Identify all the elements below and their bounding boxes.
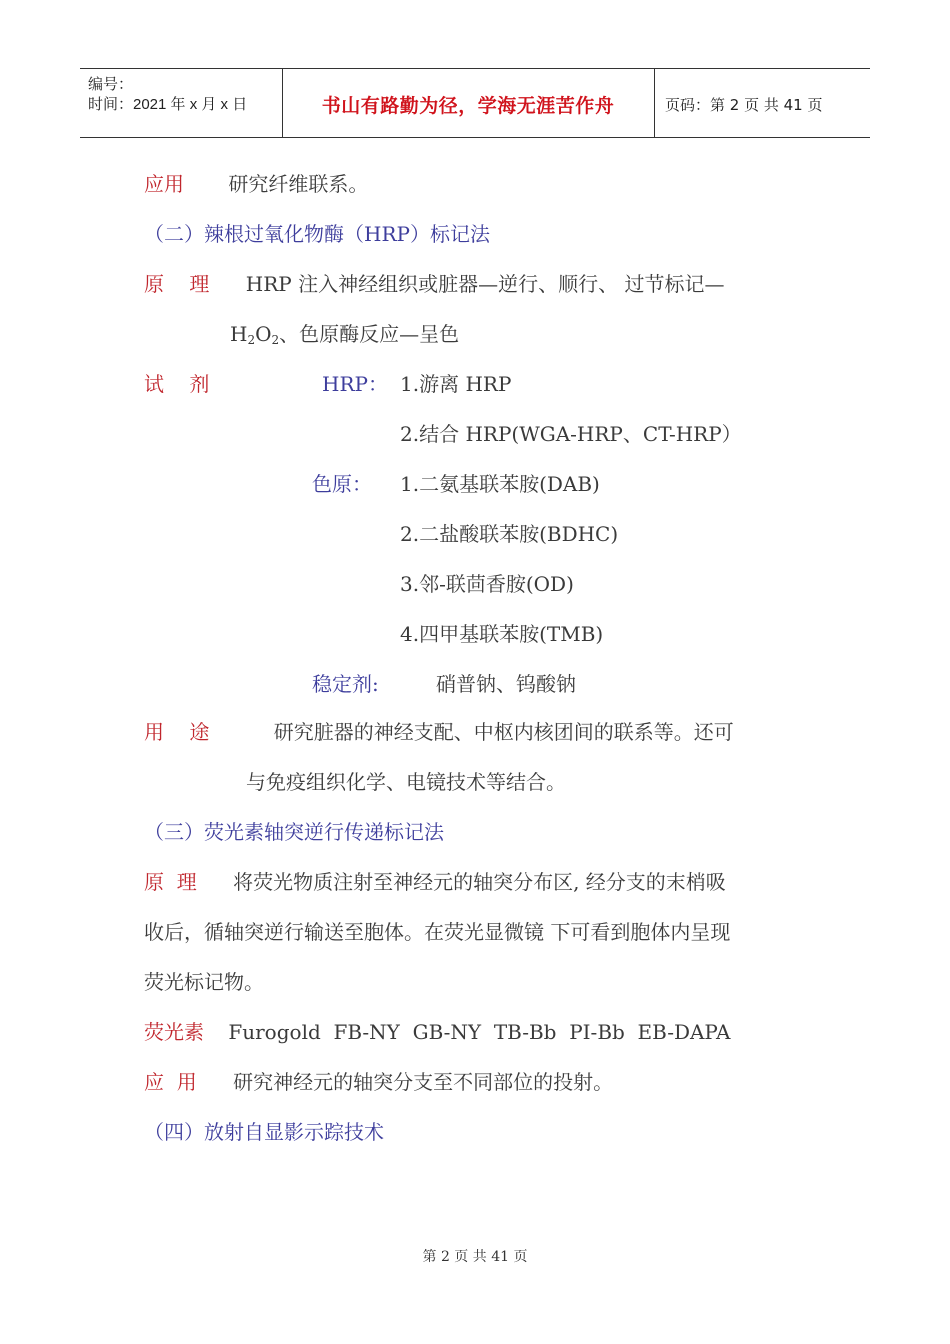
formula-sub-2a: 2 xyxy=(247,333,256,347)
usage-line xyxy=(144,720,734,744)
section-2-title: （二）辣根过氧化物酶（HRP）标记法 xyxy=(144,222,490,246)
section-3-principle-text-2: 收后，循轴突逆行输送至胞体。在荧光显微镜 下可看到胞体内呈现 xyxy=(144,920,731,944)
section-2-principle-continuation xyxy=(230,322,459,352)
section-3-principle-line xyxy=(144,870,726,894)
usage-text-1: 研究脏器的神经支配、中枢内核团间的联系等。还可 xyxy=(273,720,734,744)
usage-text-2: 与免疫组织化学、电镜技术等结合。 xyxy=(246,770,566,794)
header-motto-cell xyxy=(282,69,655,137)
formula-rest: 、色原酶反应—呈色 xyxy=(279,322,460,346)
formula-sub-2b: 2 xyxy=(271,333,280,347)
header-motto: 书山有路勤为径，学海无涯苦作舟 xyxy=(321,95,615,117)
hrp-item-1: 1.游离 HRP xyxy=(400,372,512,396)
chromogen-label: 色原： xyxy=(312,472,372,496)
section-3-application-label: 应 用 xyxy=(144,1070,197,1094)
header-page-code: 页码：第 2 页 共 41 页 xyxy=(665,96,823,114)
doc-number-label: 编号： xyxy=(88,76,134,93)
stabilizer-label: 稳定剂: xyxy=(312,672,379,696)
section-3-application-line xyxy=(144,1070,613,1094)
formula-h: H xyxy=(230,322,248,346)
section-2-principle-text: HRP 注入神经组织或脏器—逆行、顺行、 过节标记— xyxy=(245,272,725,296)
section-4-title: （四）放射自显影示踪技术 xyxy=(144,1120,384,1144)
chromogen-item-3: 3.邻-联茴香胺(OD) xyxy=(400,572,574,596)
usage-label: 用 途 xyxy=(144,720,210,744)
section-2-principle-label: 原 理 xyxy=(144,272,210,296)
fluorescein-list: Furogold FB-NY GB-NY TB-Bb PI-Bb EB-DAPA xyxy=(228,1020,731,1044)
application-label: 应用 xyxy=(144,172,184,196)
header-page-cell xyxy=(655,69,870,137)
application-text: 研究纤维联系。 xyxy=(228,172,369,196)
fluorescein-line xyxy=(144,1020,731,1044)
page-footer: 第 2 页 共 41 页 xyxy=(422,1249,528,1265)
section-3-application-text: 研究神经元的轴突分支至不同部位的投射。 xyxy=(233,1070,614,1094)
section-3-title: （三）荧光素轴突逆行传递标记法 xyxy=(144,820,444,844)
reagent-label: 试 剂 xyxy=(144,372,210,396)
chromogen-item-4: 4.四甲基联苯胺(TMB) xyxy=(400,622,604,646)
fluorescein-label: 荧光素 xyxy=(144,1020,204,1044)
page-header xyxy=(80,68,870,138)
section-2-principle-line xyxy=(144,272,724,296)
doc-time-label: 时间：2021 年 x 月 x 日 xyxy=(88,96,248,113)
chromogen-item-1: 1.二氨基联苯胺(DAB) xyxy=(400,472,600,496)
application-line xyxy=(144,172,368,196)
hrp-item-2: 2.结合 HRP(WGA-HRP、CT-HRP） xyxy=(400,422,742,446)
chromogen-item-2: 2.二盐酸联苯胺(BDHC) xyxy=(400,522,619,546)
header-meta-cell xyxy=(80,69,283,137)
hrp-label: HRP： xyxy=(322,372,388,396)
section-3-principle-text-3: 荧光标记物。 xyxy=(144,970,264,994)
stabilizer-text: 硝普钠、钨酸钠 xyxy=(436,672,576,696)
section-3-principle-text-1: 将荧光物质注射至神经元的轴突分布区, 经分支的末梢吸 xyxy=(233,870,726,894)
formula-o: O xyxy=(255,322,272,346)
section-3-principle-label: 原 理 xyxy=(144,870,197,894)
